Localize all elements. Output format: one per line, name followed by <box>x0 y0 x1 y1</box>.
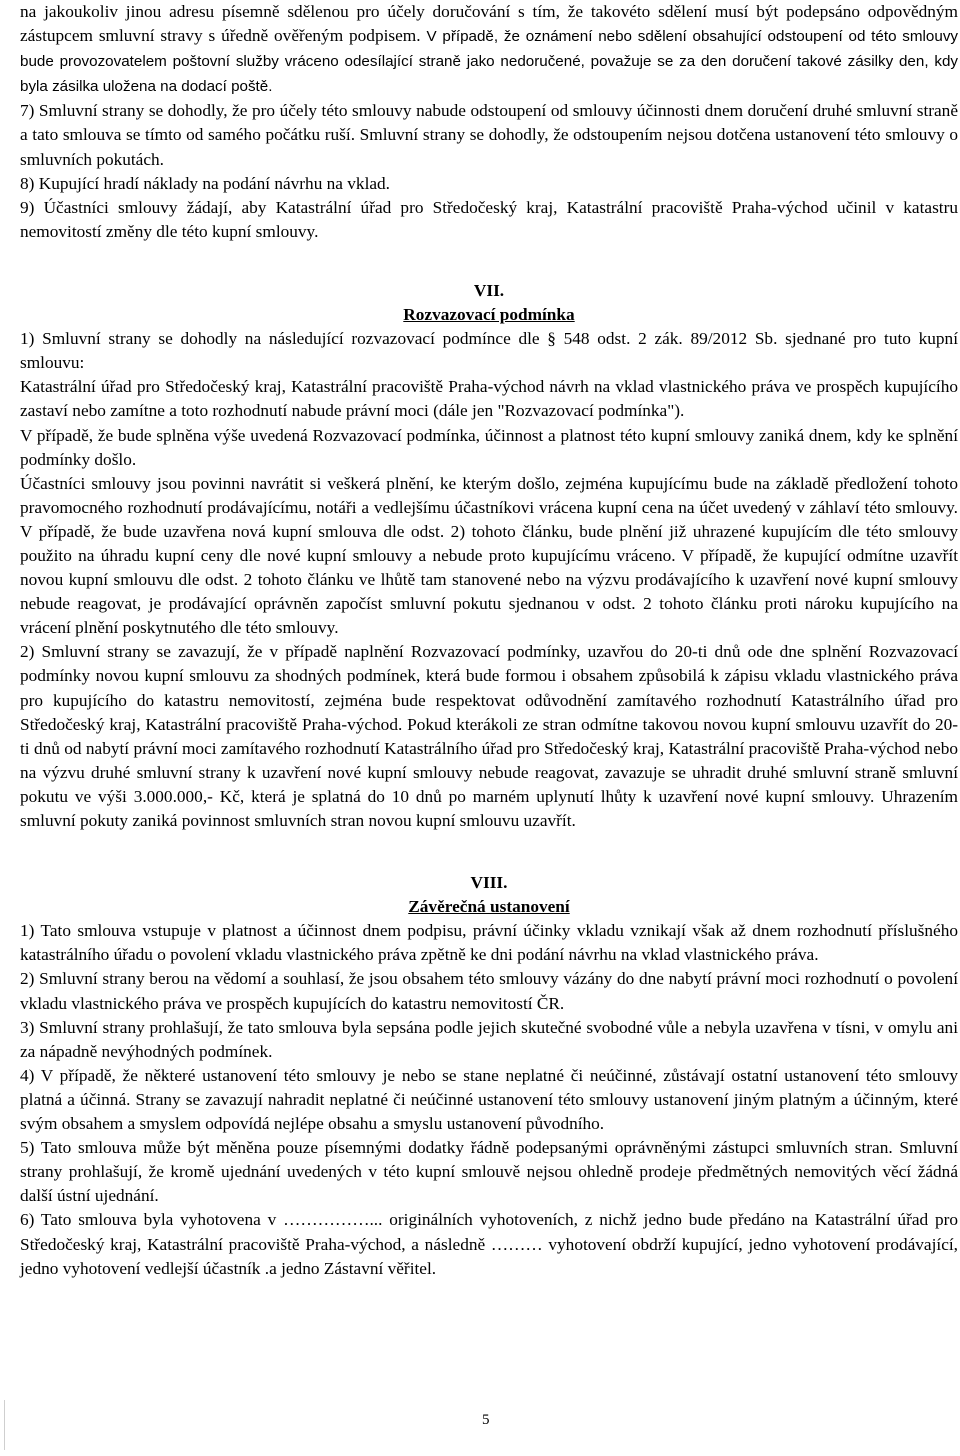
paragraph-top-1 <box>20 0 958 99</box>
page-number: 5 <box>482 1412 490 1428</box>
section-viii-paragraph-6: 6) Tato smlouva byla vyhotovena v ……………... originálních vyhotoveních, z nichž jedno bude předáno na Katastrální úřad pro Středočeský kraj, Katastrální pracoviště Praha-východ, a následně ……… vyhotovení obdrží kupující, jedno vyhotovení prodávající, jedno vyhotovení vedlejší účastník .a jedno Zástavní věřitel. <box>20 1210 958 1278</box>
section-viii-paragraph-2: 2) Smluvní strany berou na vědomí a souhlasí, že jsou obsahem této smlouvy vázány do dne nabytí právní moci rozhodnutí o povolení vkladu vlastnického práva ve prospěch kupujících do katastru nemovitostí ČR. <box>20 969 958 1013</box>
section-vii-paragraph-4: Účastníci smlouvy jsou povinni navrátit si veškerá plnění, ke kterým došlo, zejména kupujícímu bude na základě předložení tohoto pravomocného rozhodnutí prodávajícímu, notáři a vedlejšímu účastníkovi vrácena kupní cena na účet uvedený v záhlaví této smlouvy. V případě, že bude uzavřena nová kupní smlouva dle odst. 2) tohoto článku, bude plnění již uhrazené kupujícím dle této smlouvy použito na úhradu kupní ceny dle nové kupní smlouvy a nebude proto kupujícímu vráceno. V případě, že kupující odmítne uzavřít novou kupní smlouvu dle odst. 2 tohoto článku ve lhůtě tam stanovené nebo na výzvu prodávajícího k uzavření nové kupní smlouvy nebude reagovat, je prodávající oprávněn započíst smluvní pokutu sjednanou v odst. 2 tohoto článku proti nároku kupujícího na vrácení plnění poskytnutého dle této smlouvy. <box>20 473 958 638</box>
section-vii-paragraph-3: V případě, že bude splněna výše uvedená Rozvazovací podmínka, účinnost a platnost této kupní smlouvy zaniká dnem, kdy ke splnění podmínky došlo. <box>20 425 958 469</box>
section-viii-paragraph-5: 5) Tato smlouva může být měněna pouze písemnými dodatky řádně podepsanými oprávněnými zástupci smluvních stran. Smluvní strany prohlašují, že kromě ujednání uvedených v této kupní smlouvě nejsou ohledně prodeje předmětných nemovitých věcí žádná další ústní ujednání. <box>20 1138 958 1206</box>
paragraph-top-7: 7) Smluvní strany se dohodly, že pro účely této smlouvy nabude odstoupení od smlouvy účinnosti dnem doručení druhé smluvní straně a tato smlouva se tímto od samého počátku ruší. Smluvní strany se dohodly, že odstoupením nejsou dotčena ustanovení této smlouvy o smluvních pokutách. <box>20 101 958 169</box>
section-vii-paragraph-2: Katastrální úřad pro Středočeský kraj, Katastrální pracoviště Praha-východ návrh na vklad vlastnického práva ve prospěch kupujícího zastaví nebo zamítne a toto rozhodnutí nabude právní moci (dále jen "Rozvazovací podmínka"). <box>20 377 958 421</box>
paragraph-top-8: 8) Kupující hradí náklady na podání návrhu na vklad. <box>20 173 391 193</box>
section-vii-number: VII. <box>473 280 505 300</box>
section-viii-number: VIII. <box>470 873 508 893</box>
section-viii-paragraph-1: 1) Tato smlouva vstupuje v platnost a účinnost dnem podpisu, právní účinky vkladu vznikají však až dnem rozhodnutí příslušného katastrálního úřadu o povolení vkladu vlastnického práva zpětně ke dni podání návrhu na vklad vlastnického práva. <box>20 921 958 965</box>
paragraph-top-9: 9) Účastníci smlouvy žádají, aby Katastrální úřad pro Středočeský kraj, Katastrální pracoviště Praha-východ učinil v katastru nemovitostí změny dle této kupní smlouvy. <box>20 197 958 241</box>
section-viii-title: Závěrečná ustanovení <box>408 897 570 917</box>
section-vii-paragraph-5: 2) Smluvní strany se zavazují, že v případě naplnění Rozvazovací podmínky, uzavřou do 20-ti dnů ode dne splnění Rozvazovací podmínky novou kupní smlouvu za shodných podmínek, která bude formou i obsahem způsobilá k zápisu vkladu vlastnického práva pro kupujícího do katastru nemovitostí, zejména bude respektovat odůvodnění zamítavého rozhodnutí Katastrálního úřad pro Středočeský kraj, Katastrální pracoviště Praha-východ. Pokud kterákoli ze stran odmítne takovou novou kupní smlouvu uzavřít do 20-ti dnů od nabytí právní moci zamítavého rozhodnutí Katastrálního úřad pro Středočeský kraj, Katastrální pracoviště Praha-východ nebo na výzvu druhé smluvní strany k uzavření nové kupní smlouvy nebude reagovat, zavazuje se uhradit druhé smluvní straně smluvní pokutu ve výši 3.000.000,- Kč, která je splatná do 10 dnů po marném uplynutí lhůty k uzavření nové kupní smlouvy. Uhrazením smluvní pokuty zaniká povinnost smluvních stran novou kupní smlouvu uzavřít. <box>20 642 958 830</box>
section-vii-paragraph-1: 1) Smluvní strany se dohodly na následující rozvazovací podmínce dle § 548 odst. 2 zák. 89/2012 Sb. sjednané pro tuto kupní smlouvu: <box>20 329 958 373</box>
paragraph-top-1b-text: V případě, že oznámení nebo sdělení obsahující odstoupení od této smlouvy bude provozovatelem poštovní služby vráceno odesílající straně jako nedoručené, považuje se za den doručení takové zásilky den, kdy byla zásilka uložena na dodací poště. <box>20 28 959 96</box>
section-viii-paragraph-3: 3) Smluvní strany prohlašují, že tato smlouva byla sepsána podle jejich skutečné svobodné vůle a nebyla uzavřena v tísni, v omylu ani za nápadně nevýhodných podmínek. <box>20 1017 958 1061</box>
margin-line <box>4 1400 5 1450</box>
paragraph-top-1-text: na jakoukoliv jinou adresu písemně sdělenou pro účely doručování s tím, že takovéto sdělení musí být podepsáno odpovědným zástupcem smluvní stravy s úředně ověřeným podpisem. <box>20 2 958 46</box>
section-vii-title: Rozvazovací podmínka <box>403 305 575 325</box>
document-page <box>20 0 958 1281</box>
section-viii-paragraph-4: 4) V případě, že některé ustanovení této smlouvy je nebo se stane neplatné či neúčinné, zůstávají ostatní ustanovení této smlouvy platná a účinná. Strany se zavazují nahradit neplatné či neúčinné ustanovení této smlouvy ustanovení jiným platným a účinným, které svým obsahem a smyslem odpovídá nejlépe obsahu a smyslu ustanovení původního. <box>20 1065 958 1134</box>
